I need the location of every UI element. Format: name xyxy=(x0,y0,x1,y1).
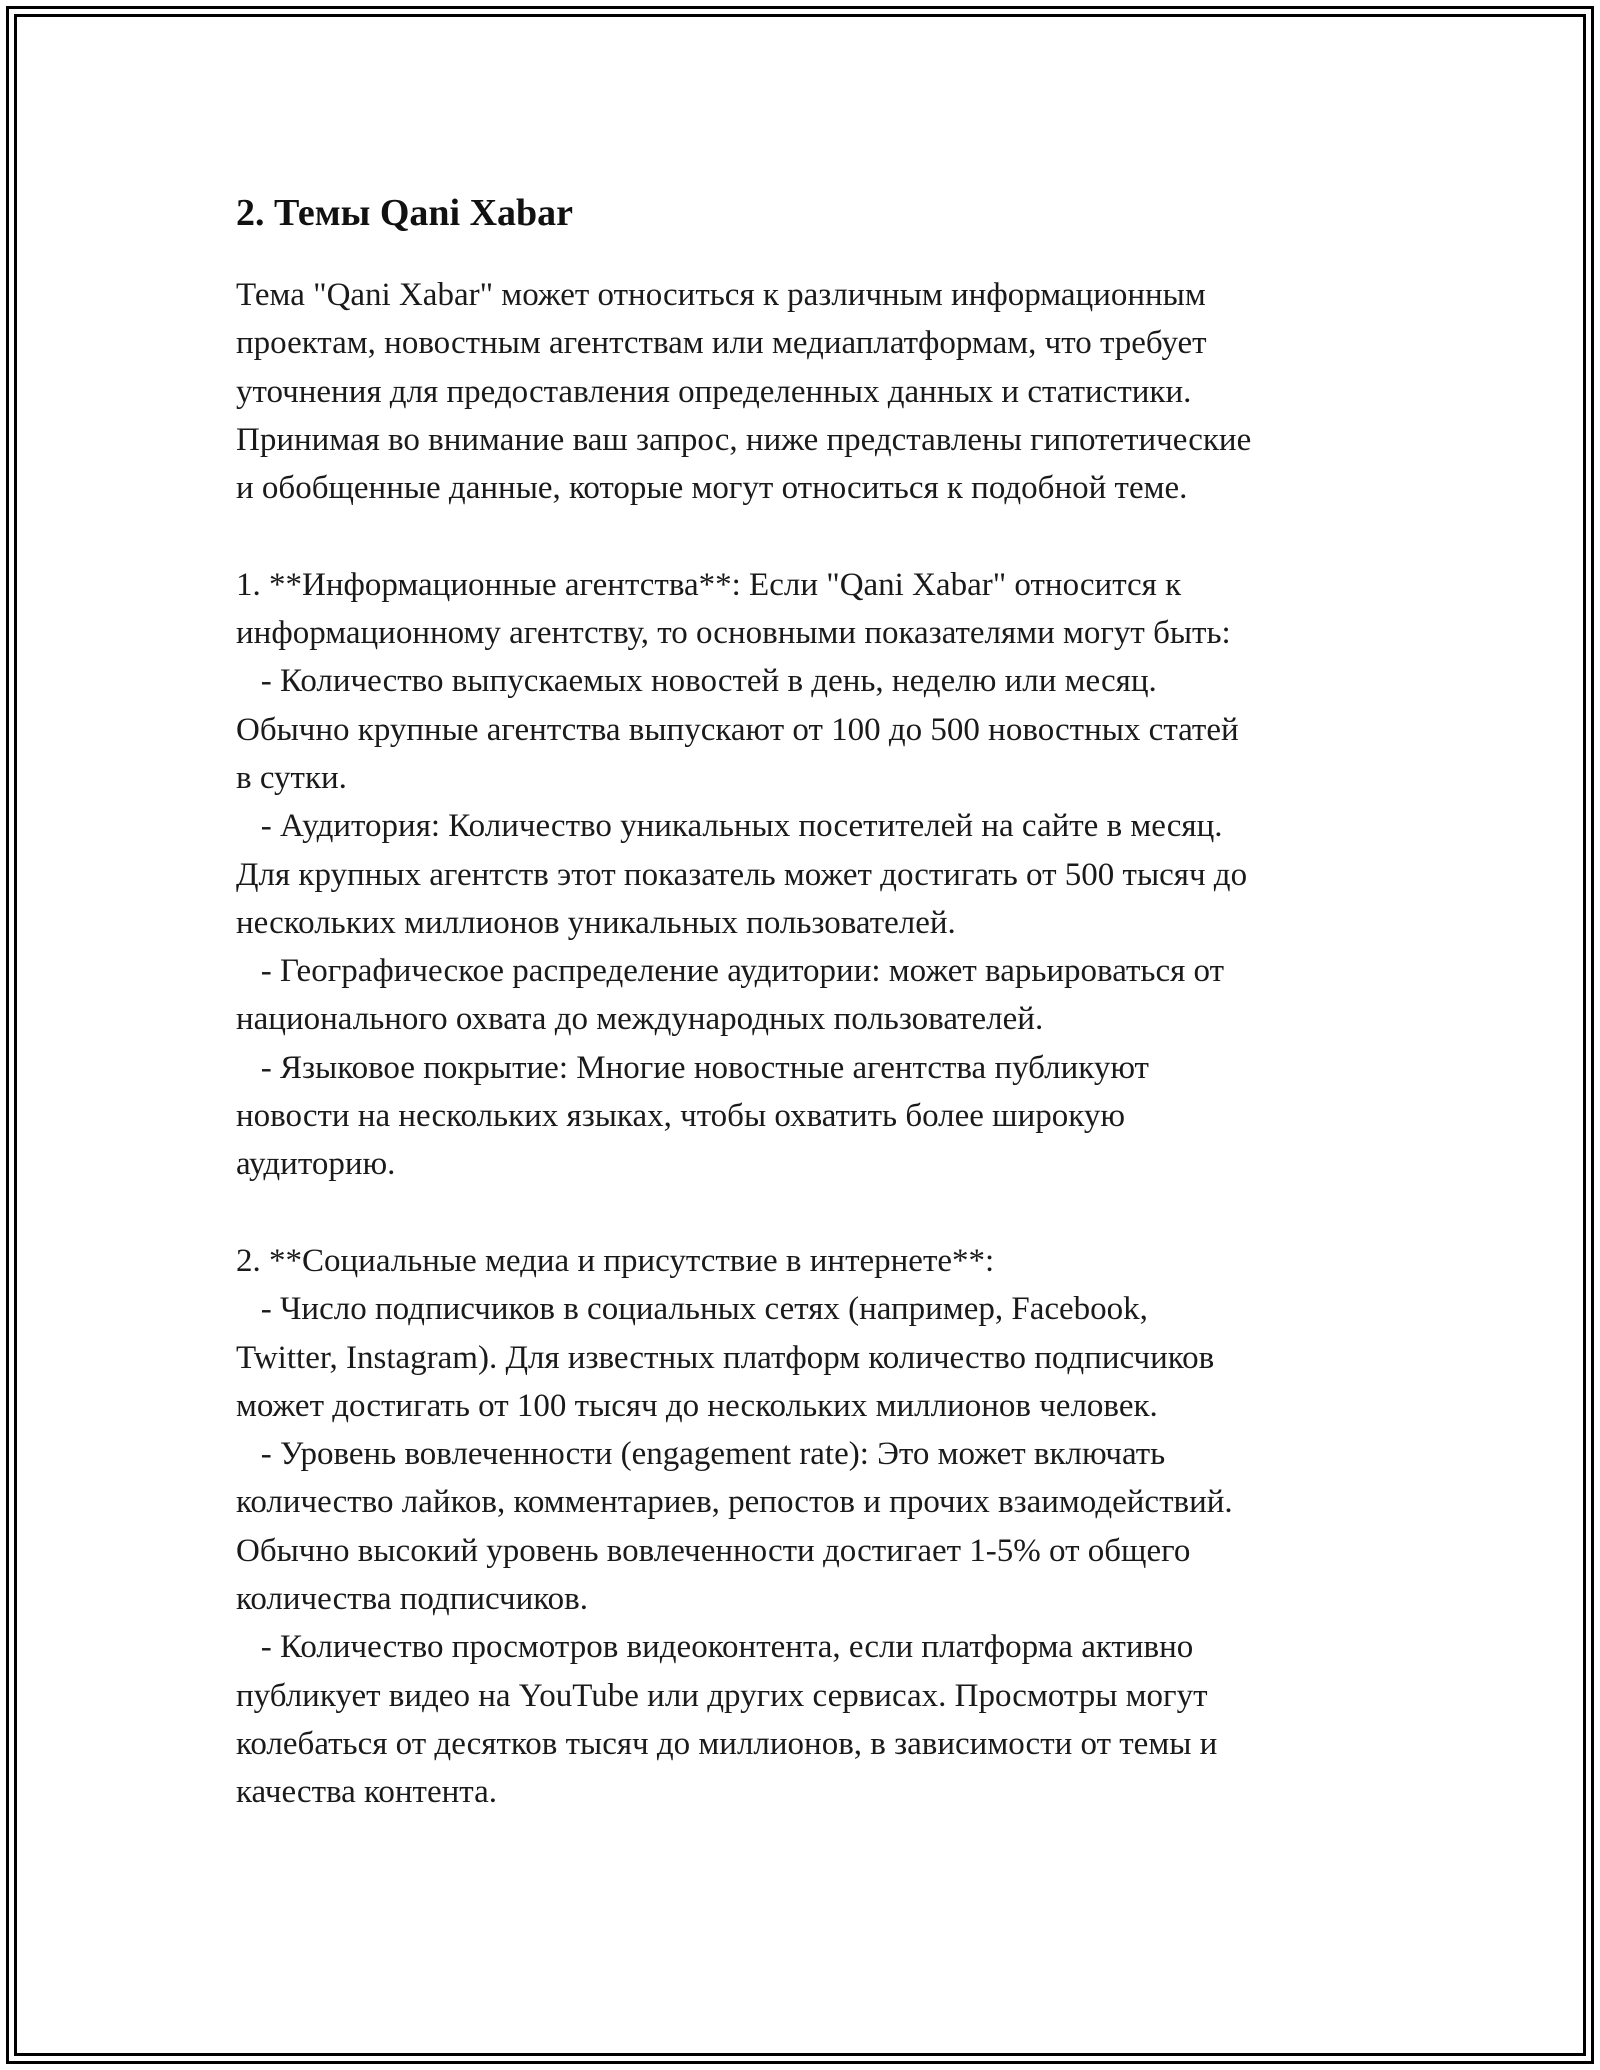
text-line: Тема "Qani Xabar" может относиться к различным информационным xyxy=(236,277,1206,313)
text-line: Обычно крупные агентства выпускают от 100 до 500 новостных статей xyxy=(236,711,1239,748)
text-line: количества подписчиков. xyxy=(236,1581,588,1618)
text-line: - Языковое покрытие: Многие новостные агентства публикуют xyxy=(236,1049,1149,1086)
text-line: - Количество просмотров видеоконтента, если платформа активно xyxy=(236,1629,1194,1666)
text-line: - Аудитория: Количество уникальных посетителей на сайте в месяц. xyxy=(236,808,1223,845)
text-line: уточнения для предоставления определенных данных и статистики. xyxy=(236,373,1192,410)
text-line: Для крупных агентств этот показатель может достигать от 500 тысяч до xyxy=(236,856,1248,893)
text-line: национального охвата до международных пользователей. xyxy=(236,1001,1044,1038)
text-line: проектам, новостным агентствам или медиаплатформам, что требует xyxy=(236,325,1207,362)
text-line: колебаться от десятков тысяч до миллионов, в зависимости от темы и xyxy=(236,1725,1218,1762)
text-line: 2. **Социальные медиа и присутствие в интернете**: xyxy=(236,1242,995,1279)
section-title: 2. Темы Qani Xabar xyxy=(236,192,574,234)
text-line: может достигать от 100 тысяч до нескольких миллионов человек. xyxy=(236,1387,1158,1424)
text-line: и обобщенные данные, которые могут относиться к подобной теме. xyxy=(236,470,1188,507)
text-line: публикует видео на YouTube или других сервисах. Просмотры могут xyxy=(236,1677,1208,1714)
text-line: качества контента. xyxy=(236,1774,498,1811)
text-line: 1. **Информационные агентства**: Если "Qani Xabar" относится к xyxy=(236,566,1182,603)
text-line: нескольких миллионов уникальных пользователей. xyxy=(236,904,956,941)
text-line: в сутки. xyxy=(236,759,347,796)
document-content xyxy=(236,185,1386,1817)
text-line: количество лайков, комментариев, репостов и прочих взаимодействий. xyxy=(236,1484,1233,1521)
text-line: - Число подписчиков в социальных сетях (например, Facebook, xyxy=(236,1291,1148,1328)
text-line: Twitter, Instagram). Для известных платформ количество подписчиков xyxy=(236,1339,1215,1376)
blank-line xyxy=(236,512,1386,560)
text-line: - Географическое распределение аудитории: может варьироваться от xyxy=(236,953,1225,990)
text-line: информационному агентству, то основными показателями могут быть: xyxy=(236,615,1231,652)
blank-line xyxy=(236,1189,1386,1237)
text-line: новости на нескольких языках, чтобы охватить более широкую xyxy=(236,1098,1125,1135)
text-line: Принимая во внимание ваш запрос, ниже представлены гипотетические xyxy=(236,421,1252,458)
body-text xyxy=(236,271,1386,1817)
text-line: - Уровень вовлеченности (engagement rate): Это может включать xyxy=(236,1436,1166,1473)
text-line: аудиторию. xyxy=(236,1146,396,1183)
text-line: - Количество выпускаемых новостей в день, неделю или месяц. xyxy=(236,663,1157,700)
text-line: Обычно высокий уровень вовлеченности достигает 1-5% от общего xyxy=(236,1532,1191,1569)
